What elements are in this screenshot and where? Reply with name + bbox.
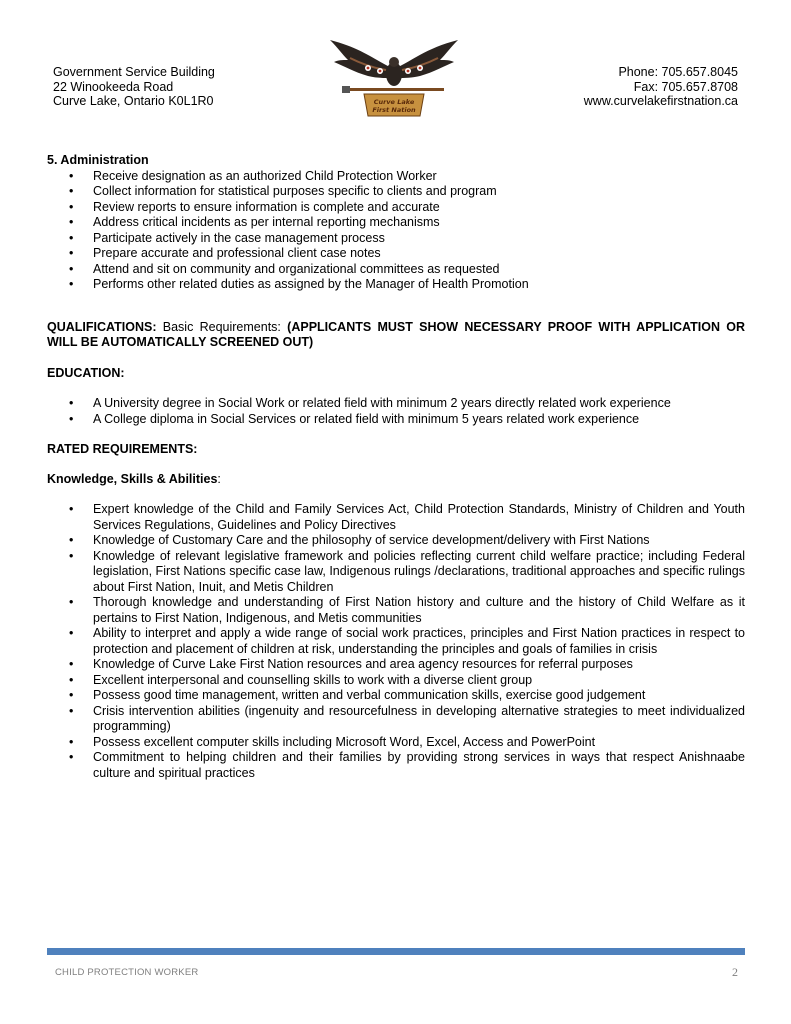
bullet-icon: • xyxy=(69,199,74,214)
list-item: • Knowledge of Curve Lake First Nation resources and area agency resources for referral purposes xyxy=(69,657,633,671)
bullet-icon: • xyxy=(69,626,74,640)
bullet-icon: • xyxy=(69,230,74,245)
list-item: • Performs other related duties as assigned by the Manager of Health Promotion xyxy=(69,277,529,291)
list-item: • Excellent interpersonal and counselling skills to work with a diverse client group xyxy=(69,672,533,687)
contact-phone: Phone: 705.657.8045 xyxy=(618,65,738,79)
list-item: • Expert knowledge of the Child and Family Services Act, Child Protection Standards, Ministry of Children and Youth Services Regulations, Guidelines and Policy Directives xyxy=(69,502,745,532)
contact-fax: Fax: 705.657.8708 xyxy=(633,79,738,94)
list-item: • Receive designation as an authorized Child Protection Worker xyxy=(69,168,437,183)
document-body xyxy=(47,153,745,781)
address-line-building: Government Service Building xyxy=(53,65,215,79)
list-item: • Address critical incidents as per internal reporting mechanisms xyxy=(69,215,440,229)
ksa-heading: Knowledge, Skills & Abilities: xyxy=(47,471,221,486)
list-item: • Possess good time management, written and verbal communication skills, exercise good judgement xyxy=(69,688,646,702)
footer-divider xyxy=(47,948,745,955)
administration-list xyxy=(47,169,745,293)
basic-requirements-label: Basic Requirements: xyxy=(156,319,288,334)
qualifications-notice: (APPLICANTS MUST SHOW NECESSARY PROOF WITH APPLICATION OR WILL BE AUTOMATICALLY SCREENED OUT) xyxy=(47,319,745,349)
qualifications-paragraph xyxy=(47,320,745,351)
ksa-list xyxy=(47,502,745,781)
bullet-icon: • xyxy=(69,548,74,563)
org-address-block xyxy=(53,65,215,109)
logo-text-line2: First Nation xyxy=(372,106,416,114)
education-list xyxy=(47,396,745,427)
bullet-icon: • xyxy=(69,277,74,291)
list-item: • Crisis intervention abilities (ingenuity and resourcefulness in developing alternative strategies to meet individualized programming) xyxy=(69,703,745,733)
contact-block xyxy=(584,65,738,109)
bullet-icon: • xyxy=(69,184,74,198)
page-number: 2 xyxy=(732,965,738,979)
list-item: • Attend and sit on community and organizational committees as requested xyxy=(69,261,500,276)
list-item: • Ability to interpret and apply a wide range of social work practices, principles and First Nation practices in respect to protection and placement of children at risk, understanding the principles and goals of families in crisis xyxy=(69,626,745,656)
list-item: • Commitment to helping children and their families by providing strong services in ways that respect Anishnaabe culture and spiritual practices xyxy=(69,750,745,780)
footer-document-title: CHILD PROTECTION WORKER xyxy=(55,967,199,978)
rated-requirements-heading: RATED REQUIREMENTS: xyxy=(47,442,198,456)
bullet-icon: • xyxy=(69,688,74,702)
list-item: • Possess excellent computer skills including Microsoft Word, Excel, Access and PowerPoint xyxy=(69,734,596,749)
list-item: • A College diploma in Social Services or related field with minimum 5 years related work experience xyxy=(69,411,640,426)
bullet-icon: • xyxy=(69,396,74,410)
address-line-street: 22 Winookeeda Road xyxy=(53,79,174,94)
bullet-icon: • xyxy=(69,595,74,609)
list-item: • Thorough knowledge and understanding of First Nation history and culture and the history of Child Welfare as it pertains to First Nation, Indigenous, and Metis communities xyxy=(69,595,745,625)
bullet-icon: • xyxy=(69,734,74,749)
logo-text-line1: Curve Lake xyxy=(373,98,415,106)
list-item: • Participate actively in the case management process xyxy=(69,230,385,245)
bullet-icon: • xyxy=(69,411,74,426)
bullet-icon: • xyxy=(69,246,74,260)
bullet-icon: • xyxy=(69,261,74,276)
list-item: • Collect information for statistical purposes specific to clients and program xyxy=(69,184,497,198)
contact-website: www.curvelakefirstnation.ca xyxy=(583,94,738,108)
administration-heading: 5. Administration xyxy=(47,153,149,167)
list-item: • Knowledge of relevant legislative framework and policies reflecting current child welfare practice; including Federal legislation, First Nations specific case law, Indigenous rulings /declarations, traditional approaches and specific rulings about First Nation, Inuit, and Metis Children xyxy=(69,548,745,594)
bullet-icon: • xyxy=(69,672,74,687)
bullet-icon: • xyxy=(69,703,74,718)
bullet-icon: • xyxy=(69,215,74,229)
bullet-icon: • xyxy=(69,533,74,547)
bullet-icon: • xyxy=(69,657,74,671)
education-heading: EDUCATION: xyxy=(47,365,125,380)
bullet-icon: • xyxy=(69,168,74,183)
bullet-icon: • xyxy=(69,502,74,516)
list-item: • Prepare accurate and professional client case notes xyxy=(69,246,381,260)
address-line-city: Curve Lake, Ontario K0L1R0 xyxy=(53,94,214,108)
qualifications-label: QUALIFICATIONS: xyxy=(47,319,157,334)
list-item: • A University degree in Social Work or related field with minimum 2 years directly related work experience xyxy=(69,396,671,410)
list-item: • Knowledge of Customary Care and the philosophy of service development/delivery with First Nations xyxy=(69,533,650,547)
curve-lake-logo xyxy=(328,38,460,120)
bullet-icon: • xyxy=(69,750,74,764)
list-item: • Review reports to ensure information is complete and accurate xyxy=(69,199,440,214)
